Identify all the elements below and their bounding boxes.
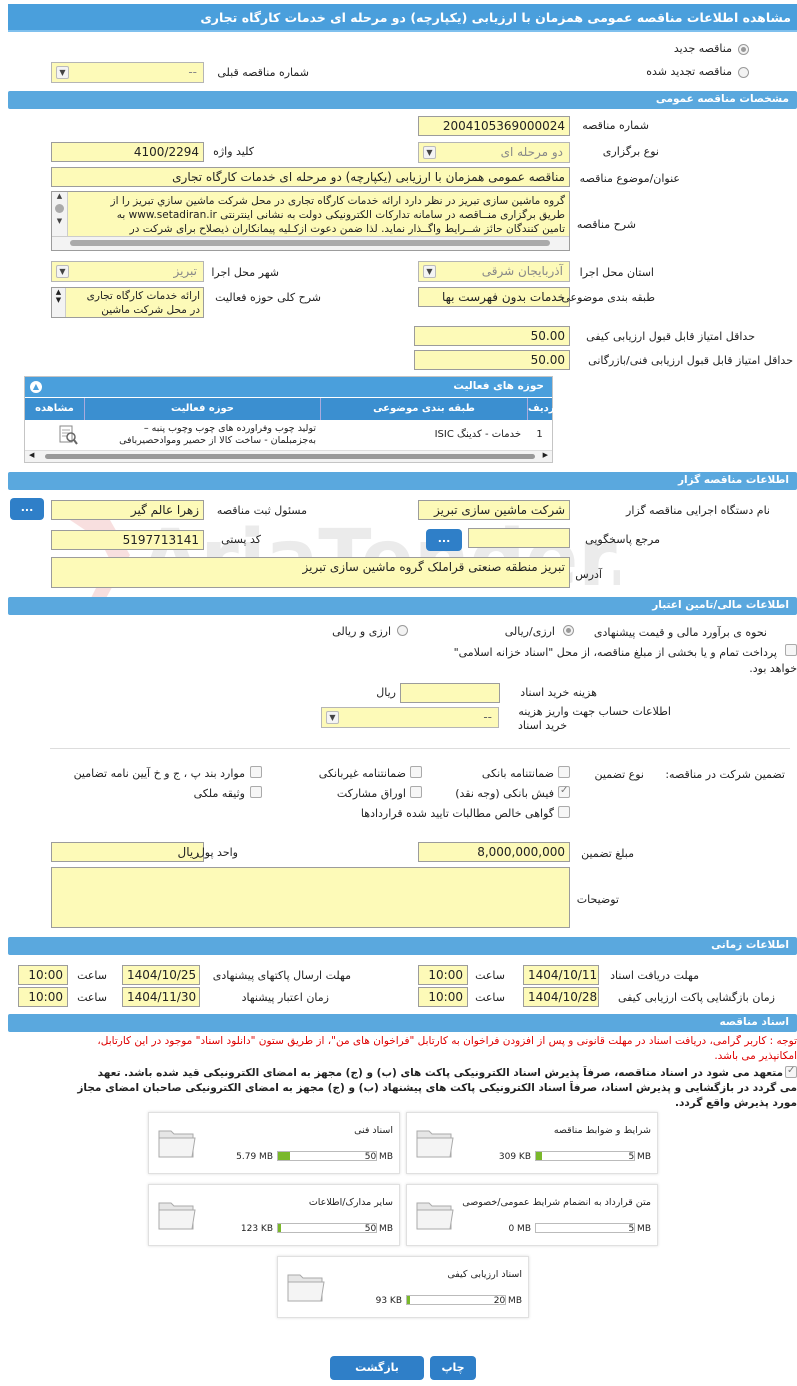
col-view: مشاهده [35,403,74,414]
file-size: 309 KB [498,1152,531,1162]
time-label: ساعت [475,991,505,1004]
col-row: ردیف [527,398,552,420]
row-field-line: به‌جزمبلمان - ساخت کالا از حصیر وموادحصیربافی [119,435,316,446]
file-size: 5.79 MB [236,1152,273,1162]
doc-cost-unit: ریال [376,686,396,699]
doc-cost-label: هزینه خرید اسناد [520,686,597,699]
activity-header: حوزه های فعالیت [25,377,552,397]
tender-number-label: شماره مناقصه [582,119,649,132]
description-line: طریق برگزاری منــاقصه در سامانه تدارکات الکترونیکی دولت به نشانی اینترنتی www.setadiran.ir به [116,209,565,221]
scope-line: در محل شرکت ماشین [101,304,200,316]
address-label: آدرس [575,568,602,581]
tender-number-field: 2004105369000024 [418,116,570,136]
file-progress [277,1223,377,1233]
category-field: خدمات بدون فهرست بها [418,287,570,307]
folder-icon [415,1195,455,1233]
folder-icon [286,1267,326,1305]
chevron-down-icon: ▼ [56,66,69,79]
city-label: شهر محل اجرا [211,266,279,279]
responsible-field: زهرا عالم گیر [51,500,204,520]
g-property-checkbox[interactable] [250,786,262,798]
commit-line: مورد پذیرش واقع گردد. [674,1097,797,1109]
g-property-label: وثیقه ملکی [193,787,245,800]
valid-date-field: 1404/11/30 [122,987,200,1007]
file-size: 0 MB [508,1224,531,1234]
min-tech-field: 50.00 [414,350,570,370]
subject-field: مناقصه عمومی همزمان با ارزیابی (یکپارچه) دو مرحله ای خدمات کارگاه تجاری [51,167,570,187]
section-general: مشخصات مناقصه عمومی [8,91,797,109]
section-documents: اسناد مناقصه [8,1014,797,1032]
file-name: اسناد فنی [354,1125,393,1136]
description-hscroll[interactable] [52,236,569,250]
file-progress [406,1295,506,1305]
receive-time-field: 10:00 [418,965,468,985]
new-tender-label: مناقصه جدید [673,42,732,55]
file-progress [535,1151,635,1161]
guarantee-amount-field: 8,000,000,000 [418,842,570,862]
hold-type-select[interactable] [418,142,570,163]
new-tender-radio[interactable] [738,44,749,55]
g-nonbank-label: ضمانتنامه غیربانکی [318,767,406,780]
col-category: طبقه بندی موضوعی [320,398,527,420]
address-field: تبریز منطقه صنعتی قراملک گروه ماشین سازی تبریز [51,557,570,588]
g-claims-label: گواهی خالص مطالبات تایید شده قراردادها [360,807,554,820]
org-label: نام دستگاه اجرایی مناقصه گزار [626,504,770,517]
g-claims-checkbox[interactable] [558,806,570,818]
file-card[interactable] [277,1256,529,1318]
description-line: گروه ماشین سازی تبریز در نظر دارد ارائه خدمات کارگاه تجاری در محل شرکت ماشین سازي تبریز را از [110,195,565,207]
province-value: آذربایجان شرقی [481,264,563,278]
responsible-label: مسئول ثبت مناقصه [216,504,307,517]
file-max: 50 MB [364,1224,393,1234]
hold-type-label: نوع برگزاری [602,145,659,158]
responsible-lookup-button[interactable]: ... [10,498,44,520]
file-card[interactable] [148,1112,400,1174]
back-button[interactable]: بازگشت [330,1356,424,1380]
open-date-field: 1404/10/28 [523,987,599,1007]
keyword-field: 4100/2294 [51,142,204,162]
currency-option-1: ارزی/ریالی [504,625,555,638]
currency-radio-1[interactable] [563,625,574,636]
notes-field[interactable] [51,867,570,928]
estimate-label: نحوه ی برآورد مالی و قیمت پیشنهادی [593,626,767,639]
file-size: 123 KB [240,1224,273,1234]
prev-tender-select[interactable] [51,62,204,83]
account-select[interactable] [321,707,499,728]
scope-label: شرح کلی حوزه فعالیت [215,291,321,304]
postal-code-label: کد پستی [221,533,261,546]
renewed-tender-radio[interactable] [738,67,749,78]
subject-label: عنوان/موضوع مناقصه [579,172,680,185]
currency-label: واحد پول [196,846,238,859]
time-label: ساعت [77,969,107,982]
file-card[interactable] [406,1184,658,1246]
city-value: تبریز [173,264,197,278]
notes-label: توضیحات [576,893,619,906]
file-max: 20 MB [493,1296,522,1306]
postal-code-field: 5197713141 [51,530,204,550]
commit-line: می گردد در بازگشایی و پذیرش اسناد، صرفاً اسناد الکترونیکی پاکت های پیشنهاد (ب) و (ج) مجهز به امضای الکترونیکی صاحبان امضای مجاز [77,1082,797,1094]
valid-time-field: 10:00 [18,987,68,1007]
documents-note-2: امکانپذیر می باشد. [714,1050,797,1062]
scope-scrollbar[interactable]: ▲ ▼ [52,288,66,317]
currency-radio-2[interactable] [397,625,408,636]
collapse-icon[interactable]: ▲ [30,381,42,393]
file-max: 5 MB [628,1224,651,1234]
g-check-checkbox[interactable] [558,786,570,798]
g-items-label: موارد بند پ ، ج و خ آیین نامه تضامین [73,767,245,780]
g-bank-label: ضمانتنامه بانکی [481,767,554,780]
file-card[interactable] [406,1112,658,1174]
file-name: شرایط و ضوابط مناقصه [553,1125,651,1136]
file-progress [277,1151,377,1161]
commit-checkbox [785,1066,797,1078]
min-quality-field: 50.00 [414,326,570,346]
g-bank-checkbox[interactable] [558,766,570,778]
prev-tender-value: -- [188,65,197,79]
documents-note: توجه : کاربر گرامی، دریافت اسناد در مهلت قانونی و پس از افزودن فراخوان به کارتابل "فراخوان های من"، از طریق ستون "دانلود اسناد" موجود در این کارتابل، [97,1035,797,1047]
reference-label: مرجع پاسخگویی [585,533,660,546]
activity-panel [24,376,553,463]
receive-label: مهلت دریافت اسناد [610,969,699,982]
guarantee-amount-label: مبلغ تضمین [581,847,634,860]
city-select[interactable] [51,261,204,282]
folder-icon [157,1123,197,1161]
description-line: تامین کنندگان حائز شــرایط واگــذار نماید. لذا ضمن دعوت ازکـلیه پیمانکاران ذیصلاح برای شرکت در [129,223,565,235]
keyword-label: کلید واژه [213,145,254,158]
chevron-down-icon: ▼ [423,146,436,159]
description-box[interactable] [51,191,570,251]
file-max: 50 MB [364,1152,393,1162]
print-button[interactable]: چاپ [430,1356,476,1380]
currency-field: ریال [51,842,204,862]
file-size: 93 KB [375,1296,402,1306]
chevron-down-icon: ▼ [56,265,69,278]
activity-hscroll[interactable]: ◀ ▶ [25,450,552,462]
reference-field [468,528,570,548]
file-max: 5 MB [628,1152,651,1162]
scope-box[interactable] [51,287,204,318]
min-tech-label: حداقل امتیاز قابل قبول ارزیابی فنی/بازرگانی [588,354,793,367]
page-title: مشاهده اطلاعات مناقصه عمومی همزمان با ارزیابی (یکپارچه) دو مرحله ای خدمات کارگاه تجاری [8,4,797,32]
time-label: ساعت [475,969,505,982]
send-date-field: 1404/10/25 [122,965,200,985]
commit-line: متعهد می شود در اسناد مناقصه، صرفاً پذیرش اسناد الکترونیکی پاکت های (ب) و (ج) مجهز به امضای الکترونیکی قید شده باشد. تعهد [97,1067,783,1079]
section-timing: اطلاعات زمانی [8,937,797,955]
chevron-down-icon: ▼ [423,265,436,278]
g-items-checkbox[interactable] [250,766,262,778]
file-name: متن قرارداد به انضمام شرایط عمومی/خصوصی [462,1197,651,1208]
time-label: ساعت [77,991,107,1004]
treasury-note-2: خواهد بود. [749,662,797,675]
category-label: طبقه بندی موضوعی [561,291,655,304]
hold-type-value: دو مرحله ای [500,145,563,159]
chevron-down-icon: ▼ [326,711,339,724]
description-scrollbar[interactable]: ▲ ▼ [52,192,68,236]
row-field-line: تولید چوب وفراورده های چوب وچوب پنبه – [143,423,316,434]
guarantee-type-label: نوع تضمین [594,768,644,781]
renewed-tender-label: مناقصه تجدید شده [646,65,732,78]
reference-lookup-button[interactable]: ... [426,529,462,551]
treasury-checkbox[interactable] [785,644,797,656]
prev-tender-label: شماره مناقصه قبلی [217,66,309,79]
currency-option-2: ارزی و ریالی [332,625,391,638]
guarantee-label: تضمین شرکت در مناقصه: [665,768,785,781]
file-card[interactable] [148,1184,400,1246]
g-nonbank-checkbox[interactable] [410,766,422,778]
section-finance: اطلاعات مالی/تامین اعتبار [8,597,797,615]
send-label: مهلت ارسال پاکتهای پیشنهادی [212,969,351,982]
receive-date-field: 1404/10/11 [523,965,599,985]
send-time-field: 10:00 [18,965,68,985]
g-check-label: فیش بانکی (وجه نقد) [455,787,554,800]
file-progress [535,1223,635,1233]
divider [50,748,790,749]
col-field: حوزه فعالیت [84,398,320,420]
doc-cost-field [400,683,500,703]
g-bonds-label: اوراق مشارکت [336,787,406,800]
open-label: زمان بازگشایی پاکت ارزیابی کیفی [617,991,775,1004]
province-label: استان محل اجرا [579,266,654,279]
folder-icon [157,1195,197,1233]
section-organizer: اطلاعات مناقصه گزار [8,472,797,490]
open-time-field: 10:00 [418,987,468,1007]
file-name: سایر مدارک/اطلاعات [308,1197,393,1208]
g-bonds-checkbox[interactable] [410,786,422,798]
account-value: -- [483,710,492,724]
account-label-2: خرید اسناد [517,719,567,732]
scope-line: ارائه خدمات کارگاه تجاری [86,290,200,302]
activity-columns [25,398,555,420]
table-row [25,421,552,449]
row-category: خدمات - کدینگ ISIC [434,429,521,440]
view-icon[interactable] [57,424,79,446]
valid-label: زمان اعتبار پیشنهاد [241,991,329,1004]
file-name: اسناد ارزیابی کیفی [447,1269,522,1280]
province-select[interactable] [418,261,570,282]
org-field: شرکت ماشین سازی تبریز [418,500,570,520]
min-quality-label: حداقل امتیاز قابل قبول ارزیابی کیفی [586,330,755,343]
row-number: 1 [536,429,543,440]
folder-icon [415,1123,455,1161]
treasury-note: پرداخت تمام و یا بخشی از مبلغ مناقصه، از محل "اسناد خزانه اسلامی" [453,646,777,659]
description-label: شرح مناقصه [576,218,636,231]
account-label: اطلاعات حساب جهت واریز هزینه [518,705,671,718]
